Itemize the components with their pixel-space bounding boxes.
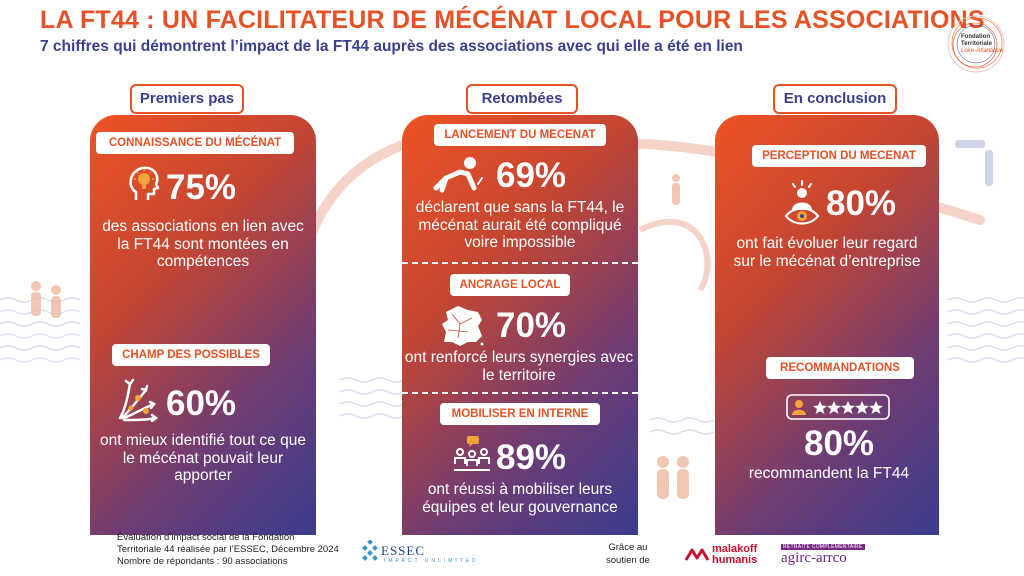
stat-value-ancrage: 70% [496,306,567,345]
france-map-icon [438,304,486,348]
rating-stars-icon [786,394,890,420]
chip-ancrage: ANCRAGE LOCAL [450,274,570,296]
heading-premiers-pas: Premiers pas [130,84,244,114]
stat-text-perception: ont fait évoluer leur regard sur le mécénat d’entreprise [733,235,921,270]
stat-text-mobiliser: ont réussi à mobiliser leurs équipes et leur gouvernance [422,481,618,516]
stat-text-champ: ont mieux identifié tout ce que le mécénat pouvait leur apporter [100,432,306,484]
lightbulb-head-icon [126,164,162,204]
chip-champ-possibles: CHAMP DES POSSIBLES [112,344,270,366]
chip-recommandations: RECOMMANDATIONS [766,357,914,379]
person-eye-icon [782,180,822,226]
stat-value-lancement: 69% [496,156,567,195]
diverging-arrows-icon [116,378,160,422]
footer-credits: Évaluation d’impact social de la Fondation Territoriale 44 réalisée par l’ESSEC, Décembre 2024 Nombre de répondants : 90 associations [117,532,339,567]
stat-value-champ: 60% [166,384,237,423]
section-divider [402,262,638,264]
team-chat-icon [452,434,492,472]
essec-logo-icon [360,540,380,564]
chip-connaissance: CONNAISSANCE DU MÉCÉNAT [96,132,294,154]
stat-text-ancrage: ont renforcé leurs synergies avec le territoire [404,349,634,384]
agirc-logo-text: agirc-arrco [781,550,847,566]
essec-logo-subtext: IMPACT UNLIMITED [384,558,479,564]
heading-retombees: Retombées [466,84,578,114]
chip-lancement: LANCEMENT DU MECENAT [434,124,606,146]
section-divider [402,392,638,394]
runner-start-icon [430,154,486,194]
stat-text-connaissance: des associations en lien avec la FT44 sont montées en compétences [102,218,304,270]
stat-value-recommandations: 80% [804,424,875,463]
chip-mobiliser: MOBILISER EN INTERNE [440,403,600,425]
heading-en-conclusion: En conclusion [773,84,897,114]
malakoff-logo-icon [684,546,710,564]
stat-value-mobiliser: 89% [496,438,567,477]
stat-value-perception: 80% [826,184,897,223]
agirc-logo-banner: RETRAITE COMPLÉMENTAIRE [783,544,863,550]
chip-perception: PERCEPTION DU MECENAT [752,145,926,167]
page-title: LA FT44 : UN FACILITATEUR DE MÉCÉNAT LOCAL POUR LES ASSOCIATIONS [40,6,985,34]
sponsor-label: Grâce au soutien de [606,542,650,566]
stat-text-lancement: déclarent que sans la FT44, le mécénat aurait été compliqué voire impossible [415,199,625,251]
stat-value-connaissance: 75% [166,168,237,207]
logo-text: Fondation Territoriale Loire-Atlantique [961,34,1004,54]
malakoff-logo-text: malakoff humanis [712,543,758,566]
essec-logo-text: ESSEC [381,543,426,558]
stat-text-recommandations: recommandent la FT44 [748,465,910,482]
page-subtitle: 7 chiffres qui démontrent l’impact de la FT44 auprès des associations avec qui elle a été en lien [40,38,743,55]
